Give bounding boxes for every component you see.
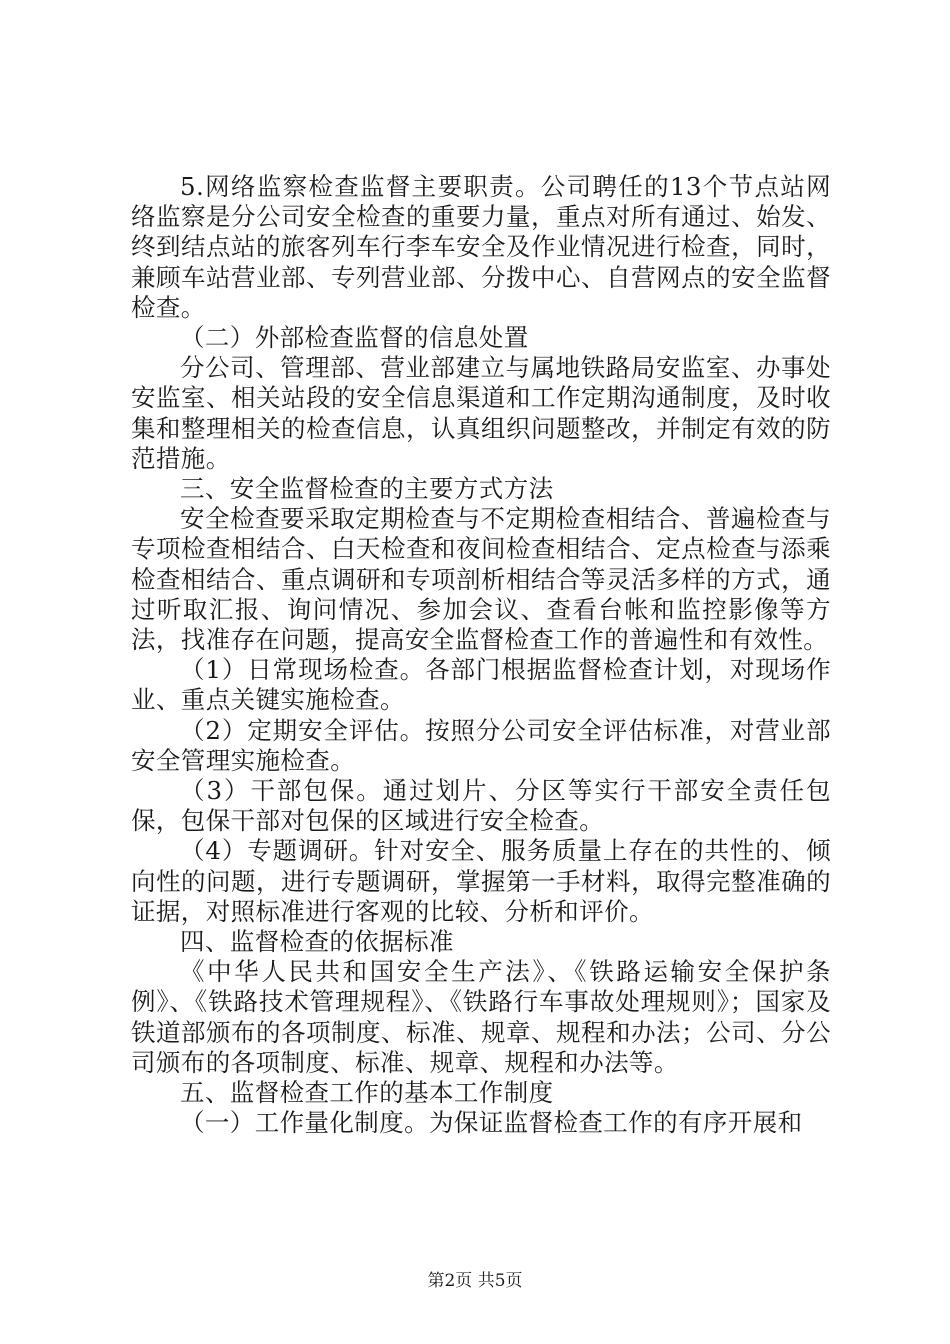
heading-work-system: 五、监督检查工作的基本工作制度 bbox=[180, 1078, 554, 1108]
document-body bbox=[131, 172, 831, 1139]
list-item-daily-site-inspection: （1）日常现场检查。各部门根据监督检查计划，对现场作业、重点关键实施检查。 bbox=[131, 655, 831, 715]
heading-basis-standards: 四、监督检查的依据标准 bbox=[180, 927, 454, 957]
heading-external-info-handling: （二）外部检查监督的信息处置 bbox=[180, 323, 529, 353]
list-item-special-research: （4）专题调研。针对安全、服务质量上存在的共性的、倾向性的问题，进行专题调研，掌握第一手材料，取得完整准确的证据，对照标准进行客观的比较、分析和评价。 bbox=[131, 836, 831, 926]
list-item-cadre-responsibility: （3）干部包保。通过划片、分区等实行干部安全责任包保，包保干部对包保的区域进行安全检查。 bbox=[131, 776, 831, 836]
paragraph-inspection-methods: 安全检查要采取定期检查与不定期检查相结合、普遍检查与专项检查相结合、白天检查和夜间检查相结合、定点检查与添乘检查相结合、重点调研和专项剖析相结合等灵活多样的方式，通过听取汇报、询问情况、参加会议、查看台帐和监控影像等方法，找准存在问题，提高安全监督检查工作的普遍性和有效性。 bbox=[131, 504, 831, 655]
heading-inspection-methods: 三、安全监督检查的主要方式方法 bbox=[180, 474, 554, 504]
paragraph-info-channels: 分公司、管理部、营业部建立与属地铁路局安监室、办事处安监室、相关站段的安全信息渠道和工作定期沟通制度，及时收集和整理相关的检查信息，认真组织问题整改，并制定有效的防范措施。 bbox=[131, 353, 831, 473]
list-item-periodic-safety-assessment: （2）定期安全评估。按照分公司安全评估标准，对营业部安全管理实施检查。 bbox=[131, 715, 831, 775]
paragraph-quantification-system: （一）工作量化制度。为保证监督检查工作的有序开展和 bbox=[180, 1108, 803, 1138]
page-number-footer: 第2页 共5页 bbox=[427, 1271, 523, 1291]
paragraph-network-inspection: 5.网络监察检查监督主要职责。公司聘任的13个节点站网络监察是分公司安全检查的重要力量，重点对所有通过、始发、终到结点站的旅客列车行李车安全及作业情况进行检查，同时，兼顾车站营业部、专列营业部、分拨中心、自营网点的安全监督检查。 bbox=[131, 172, 831, 322]
paragraph-basis-standards: 《中华人民共和国安全生产法》、《铁路运输安全保护条例》、《铁路技术管理规程》、《铁路行车事故处理规则》；国家及铁道部颁布的各项制度、标准、规章、规程和办法；公司、分公司颁布的各项制度、标准、规章、规程和办法等。 bbox=[131, 957, 831, 1077]
